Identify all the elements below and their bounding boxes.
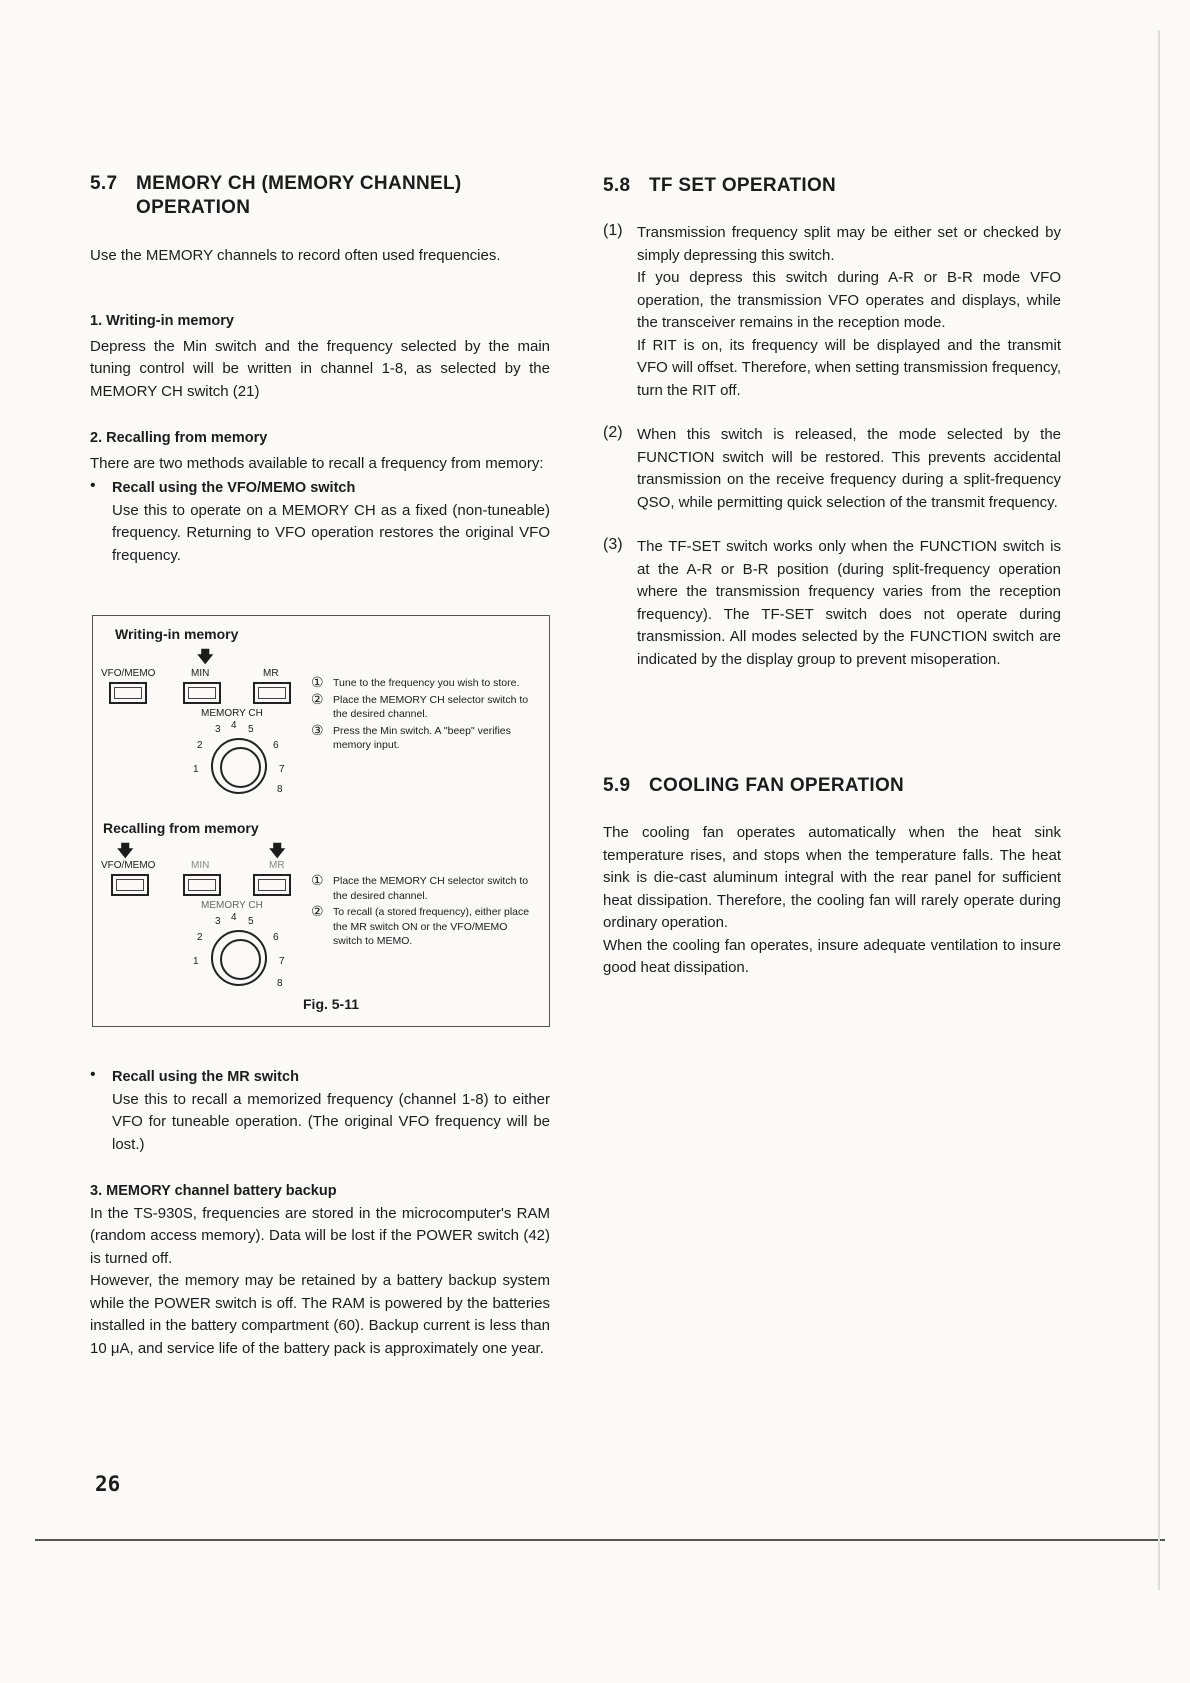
recalling-heading: 2. Recalling from memory [90, 430, 268, 446]
tick-6: 6 [273, 932, 279, 943]
writing-step-1: ① Tune to the frequency you wish to store. [311, 674, 520, 690]
tick-4: 4 [231, 720, 237, 731]
tick-5: 5 [248, 916, 254, 927]
label-memory-ch: MEMORY CH [201, 708, 263, 719]
tick-7: 7 [279, 956, 285, 967]
label-min: MIN [191, 860, 210, 871]
bullet-dot: • [90, 477, 96, 494]
item-number: (3) [603, 536, 623, 553]
section-number: 5.8 [603, 175, 631, 196]
writing-step-2: ② Place the MEMORY CH selector switch to the desired channel. [311, 690, 529, 720]
tick-8: 8 [277, 978, 283, 989]
writing-in-heading: 1. Writing-in memory [90, 313, 234, 329]
item-1-text-a: Transmission frequency split may be either set or checked by simply depressing this switch. [637, 224, 1061, 264]
section-5-7-title [90, 172, 462, 220]
label-mr: MR [263, 668, 279, 679]
min-switch-icon [183, 682, 221, 704]
item-number: (1) [603, 222, 623, 239]
tick-1: 1 [193, 764, 199, 775]
recalling-steps [311, 874, 539, 951]
section-number: 5.9 [603, 775, 631, 796]
bullet-mr-block [90, 1066, 550, 1156]
tick-3: 3 [215, 724, 221, 735]
bullet-vfo-memo-title: Recall using the VFO/MEMO switch [112, 480, 356, 496]
item-1-text-c: If RIT is on, its frequency will be displayed and the transmit VFO will offset. Therefore, when setting transmission frequency, turn the RIT off. [637, 336, 1061, 399]
bullet-vfo-memo [90, 477, 550, 567]
tf-set-item-1 [603, 222, 1061, 402]
title-line-2: OPERATION [136, 197, 251, 218]
mr-switch-icon [253, 874, 291, 896]
battery-block [90, 1180, 550, 1360]
page-edge [1158, 30, 1160, 1590]
figure-5-11 [92, 615, 550, 1027]
cooling-fan-text-2: When the cooling fan operates, insure adequate ventilation to insure good heat dissipation. [603, 936, 1061, 976]
tick-2: 2 [197, 932, 203, 943]
writing-in-block [90, 310, 550, 403]
section-number: 5.7 [90, 173, 118, 194]
recalling-step-1: ① Place the MEMORY CH selector switch to the desired channel. [311, 872, 529, 902]
title-text: COOLING FAN OPERATION [649, 775, 905, 796]
writing-steps [311, 676, 539, 755]
vfo-memo-switch-icon [111, 874, 149, 896]
battery-text-1: In the TS-930S, frequencies are stored in the microcomputer's RAM (random access memory). Data will be lost if the POWER switch (42) is turned off. [90, 1204, 550, 1267]
section-5-8-title [603, 174, 836, 198]
recalling-step-2: ② To recall (a stored frequency), either place the MR switch ON or the VFO/MEMO switch to MEMO. [311, 903, 530, 947]
tick-7: 7 [279, 764, 285, 775]
item-3-text: The TF-SET switch works only when the FUNCTION switch is at the A-R or B-R position (during split-frequency operation where the transmission frequency varies from the reception frequency). The TF-SET switch does not operate during transmission. All modes selected by the FUNCTION switch are indicated by the display group to prevent misoperation. [637, 538, 1061, 668]
label-mr: MR [269, 860, 285, 871]
tf-set-item-3 [603, 536, 1061, 671]
tf-set-list [603, 222, 1061, 671]
title-text: TF SET OPERATION [649, 175, 837, 196]
cooling-fan-block [603, 822, 1061, 980]
tf-set-item-2 [603, 424, 1061, 514]
fig-recalling-title: Recalling from memory [103, 820, 259, 836]
bullet-mr [90, 1066, 550, 1156]
tick-3: 3 [215, 916, 221, 927]
recalling-block [90, 427, 550, 567]
label-vfo-memo: VFO/MEMO [101, 860, 156, 871]
item-1-text-b: If you depress this switch during A-R or B-R mode VFO operation, the transmission VFO operates and displays, while the transceiver remains in the reception mode. [637, 269, 1061, 331]
fig-writing-title: Writing-in memory [115, 626, 239, 642]
mr-switch-icon [253, 682, 291, 704]
cooling-fan-text-1: The cooling fan operates automatically when the heat sink temperature rises, and stops when the temperature falls. The heat sink is die-cast aluminum integral with the rear panel for sufficient heat dissipation. Therefore, the cooling fan will rarely operate during ordinary operation. [603, 824, 1061, 931]
bullet-vfo-memo-text: Use this to operate on a MEMORY CH as a fixed (non-tuneable) frequency. Returning to VFO operation restores the original VFO frequency. [112, 501, 550, 564]
tick-4: 4 [231, 912, 237, 923]
tick-5: 5 [248, 724, 254, 735]
down-arrow-icon: 🡇 [269, 843, 286, 860]
bottom-rule [35, 1539, 1165, 1541]
down-arrow-icon: 🡇 [117, 843, 134, 860]
recalling-text: There are two methods available to recall a frequency from memory: [90, 454, 544, 472]
battery-heading: 3. MEMORY channel battery backup [90, 1183, 337, 1199]
bullet-mr-text: Use this to recall a memorized frequency (channel 1-8) to either VFO for tuneable operation. (The original VFO frequency will be lost.) [112, 1090, 550, 1153]
tick-2: 2 [197, 740, 203, 751]
item-number: (2) [603, 424, 623, 441]
intro-text: Use the MEMORY channels to record often used frequencies. [90, 247, 501, 264]
figure-caption: Fig. 5-11 [303, 996, 360, 1012]
writing-step-3: ③ Press the Min switch. A "beep" verifies memory input. [311, 721, 511, 751]
tick-8: 8 [277, 784, 283, 795]
tick-1: 1 [193, 956, 199, 967]
intro-block [90, 245, 550, 268]
battery-text-2: However, the memory may be retained by a battery backup system while the POWER switch is off. The RAM is powered by the batteries installed in the battery compartment (60). Backup current is less than 10 μA, and service life of the battery pack is approximately one year. [90, 1272, 550, 1357]
label-vfo-memo: VFO/MEMO [101, 668, 156, 679]
section-5-9-title [603, 774, 904, 798]
down-arrow-icon: 🡇 [197, 649, 214, 666]
label-min: MIN [191, 668, 210, 679]
tick-6: 6 [273, 740, 279, 751]
page-number: 26 [95, 1472, 121, 1496]
bullet-dot: • [90, 1066, 96, 1083]
title-line-1: MEMORY CH (MEMORY CHANNEL) [136, 173, 462, 194]
bullet-mr-title: Recall using the MR switch [112, 1069, 299, 1085]
label-memory-ch: MEMORY CH [201, 900, 263, 911]
min-switch-icon [183, 874, 221, 896]
memory-ch-knob-icon [211, 738, 267, 794]
item-2-text: When this switch is released, the mode selected by the FUNCTION switch will be restored. This prevents accidental transmission on the receive frequency during a split-frequency QSO, while permitting quick selection of the transmit frequency. [637, 426, 1061, 511]
memory-ch-knob-icon [211, 930, 267, 986]
vfo-memo-switch-icon [109, 682, 147, 704]
writing-in-text: Depress the Min switch and the frequency selected by the main tuning control will be written in channel 1-8, as selected by the MEMORY CH switch (21) [90, 337, 550, 400]
